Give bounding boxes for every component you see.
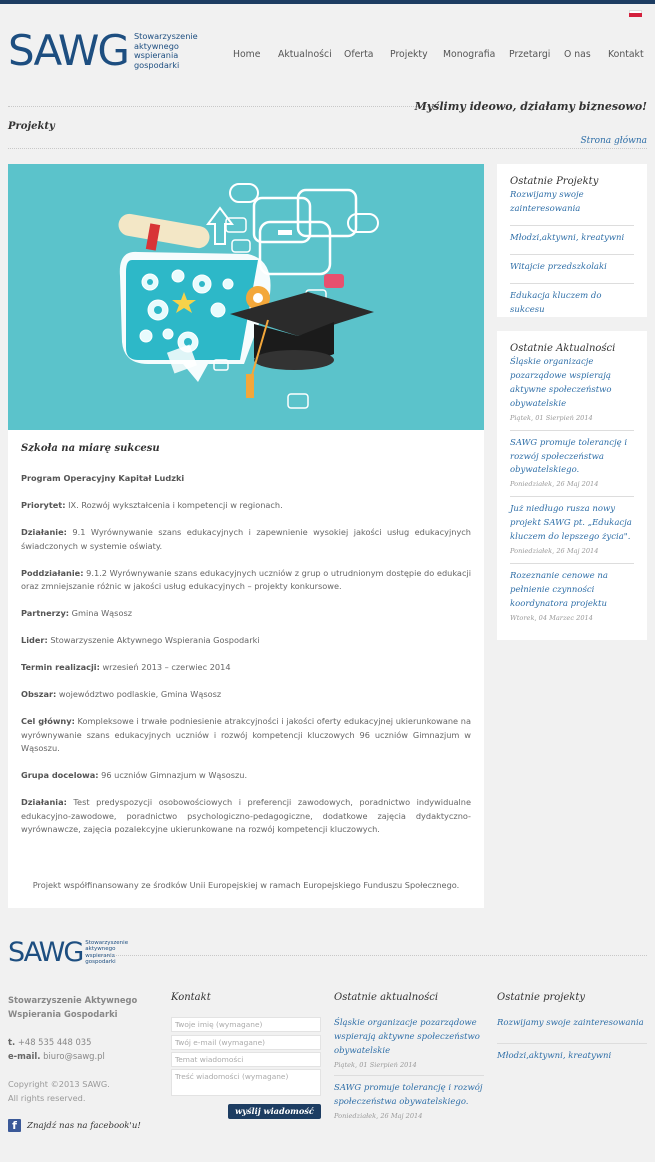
sidebar-project-item	[510, 189, 634, 226]
sidebar-project-item	[510, 226, 634, 255]
footer-project-link[interactable]: Rozwijamy swoje zainteresowania	[497, 1018, 644, 1028]
article-program: Program Operacyjny Kapitał Ludzki	[21, 473, 185, 483]
sidebar-news-date: Poniedziałek, 26 Maj 2014	[510, 480, 599, 489]
logo-text: Stowarzyszenie aktywnego wspierania gospodarki	[133, 31, 198, 70]
sidebar-news-date: Wtorek, 04 Marzec 2014	[510, 613, 593, 622]
footer-logo[interactable]	[8, 939, 128, 966]
sidebar-project-link[interactable]: Witajcie przedszkolaki	[510, 261, 607, 272]
sidebar-news-link[interactable]: Śląskie organizacje pozarządowe wspierają aktywne społeczeństwo obywatelskie	[510, 357, 612, 409]
page-title: Projekty	[8, 121, 55, 132]
sidebar-news-date: Poniedziałek, 26 Maj 2014	[510, 547, 599, 556]
footer-projects-title: Ostatnie projekty	[497, 992, 586, 1003]
field-priorytet: Priorytet: IX. Rozwój wykształcenia i kompetencji w regionach.	[21, 499, 283, 510]
footer-news-item	[334, 1076, 484, 1128]
sidebar-news-widget	[497, 331, 647, 640]
field-partnerzy: Partnerzy: Gmina Wąsosz	[21, 608, 133, 619]
polish-flag-icon[interactable]	[629, 10, 642, 17]
footer-news-link[interactable]: Śląskie organizacje pozarządowe wspierają aktywne społeczeństwo obywatelskie	[334, 1018, 480, 1056]
footer-email[interactable]: e-mail. biuro@sawg.pl	[8, 1051, 105, 1061]
footer-phone: t. +48 535 448 035	[8, 1037, 92, 1047]
send-message-button[interactable]: wyślij wiadomość	[228, 1104, 321, 1119]
logo-mark: SAWG	[8, 26, 128, 75]
nav-kontakt[interactable]: Kontakt	[608, 49, 644, 60]
sidebar-news-link[interactable]: SAWG promuje tolerancję i rozwój społeczeństwa obywatelskiego.	[510, 437, 628, 476]
home-breadcrumb-link[interactable]: Strona główna	[580, 136, 647, 146]
sidebar-news-link[interactable]: Rozeznanie cenowe na pełnienie czynności koordynatora projektu	[510, 571, 608, 609]
sidebar-project-link[interactable]: Młodzi,aktywni, kreatywni	[510, 232, 625, 243]
footer-news-item	[334, 1017, 484, 1076]
sidebar-news-item	[510, 431, 634, 498]
nav-przetargi[interactable]: Przetargi	[509, 49, 551, 60]
main-nav	[0, 49, 655, 63]
footer-divider	[100, 955, 647, 956]
article-card	[8, 164, 484, 908]
footer-contact-info	[8, 1035, 105, 1063]
facebook-link[interactable]	[8, 1119, 141, 1132]
sidebar-news-item	[510, 497, 634, 564]
footer-project-item	[497, 1044, 647, 1072]
field-cel: Cel główny: Kompleksowe i trwałe podniesienie atrakcyjności i jakości oferty edukacyjnej ukierunkowane na wyrównywanie szans edukacyjnych uczniów i rozwój kompetencji kluczowych 96 uczniów Gimnazjum w Wąsoszu.	[21, 716, 471, 754]
field-dzialanie: Działanie: 9.1 Wyrównywanie szans edukacyjnych i zapewnienie wysokiej jakości usług edukacyjnych świadczonych w systemie oświaty.	[21, 526, 471, 551]
footer-news-link[interactable]: SAWG promuje tolerancję i rozwój społeczeństwa obywatelskiego.	[334, 1082, 483, 1107]
sidebar-news-item	[510, 564, 634, 630]
footer-logo-text: Stowarzyszenie aktywnego wspierania gospodarki	[85, 940, 129, 965]
field-obszar: Obszar: województwo podlaskie, Gmina Wąsosz	[21, 689, 222, 700]
footer-project-link[interactable]: Młodzi,aktywni, kreatywni	[497, 1050, 612, 1061]
field-poddzialanie: Poddziałanie: 9.1.2 Wyrównywanie szans edukacyjnych uczniów z grup o utrudnionym dostępie do edukacji oraz zmniejszanie różnic w jakości usług edukacyjnych – projekty konkursowe.	[21, 567, 471, 592]
nav-projekty[interactable]: Projekty	[390, 49, 428, 60]
footer-org-name: Stowarzyszenie Aktywnego Wspierania Gospodarki	[8, 995, 138, 1019]
footer-news-date: Poniedziałek, 26 Maj 2014	[334, 1111, 423, 1120]
slogan: Myślimy ideowo, działamy biznesowo!	[414, 100, 647, 113]
facebook-link-label: Znajdź nas na facebook'u!	[27, 1120, 141, 1131]
email-field[interactable]: Twój e-mail (wymagane)	[171, 1035, 321, 1050]
nav-oferta[interactable]: Oferta	[344, 49, 374, 60]
field-grupa: Grupa docelowa: 96 uczniów Gimnazjum w Wąsoszu.	[21, 770, 248, 781]
footer-logo-mark: SAWG	[8, 937, 83, 968]
footer-news-title: Ostatnie aktualności	[334, 992, 439, 1003]
eu-footnote: Projekt współfinansowany ze środków Unii Europejskiej w ramach Europejskiego Funduszu Społecznego.	[32, 880, 460, 890]
sidebar-news-item	[510, 356, 634, 431]
name-field[interactable]: Twoje imię (wymagane)	[171, 1017, 321, 1032]
nav-o-nas[interactable]: O nas	[564, 49, 591, 60]
field-dzialania: Działania: Test predyspozycji osobowościowych i preferencji zawodowych, poradnictwo indywidualne edukacyjno-zawodowe, poradnictwo psychologiczno-pedagogiczne, dodatkowe zajęcia dydaktyczno-wyrównawcze, zajęcia pozalekcyjne ukierunkowane na rozwój kompetencji kluczowych.	[21, 797, 471, 835]
title-divider	[8, 148, 647, 149]
sidebar-projects-title: Ostatnie Projekty	[510, 176, 599, 187]
footer-project-item	[497, 1017, 647, 1044]
facebook-icon: f	[8, 1119, 21, 1132]
field-termin: Termin realizacji: wrzesień 2013 – czerwiec 2014	[21, 662, 231, 673]
footer-news-list	[334, 1017, 484, 1128]
sidebar-news-date: Piątek, 01 Sierpień 2014	[510, 413, 593, 422]
footer-news-date: Piątek, 01 Sierpień 2014	[334, 1060, 417, 1069]
article-content	[8, 430, 484, 837]
subject-field[interactable]: Temat wiadomości	[171, 1052, 321, 1067]
sidebar-news-link[interactable]: Już niedługo rusza nowy projekt SAWG pt. „Edukacja kluczem do lepszego życia".	[510, 504, 632, 543]
article-title: Szkoła na miarę sukcesu	[21, 443, 160, 454]
sidebar-project-link[interactable]: Rozwijamy swoje zainteresowania	[510, 190, 584, 214]
footer-contact-title: Kontakt	[171, 992, 211, 1003]
footer-copyright: Copyright ©2013 SAWG. All rights reserved.	[8, 1079, 110, 1103]
header-divider	[8, 106, 440, 107]
top-accent-bar	[0, 0, 655, 4]
nav-monografia[interactable]: Monografia	[443, 49, 496, 60]
sidebar-news-title: Ostatnie Aktualności	[510, 343, 616, 354]
nav-home[interactable]: Home	[233, 49, 261, 60]
message-field[interactable]: Treść wiadomości (wymagane)	[171, 1069, 321, 1096]
nav-aktualnosci[interactable]: Aktualności	[278, 49, 332, 60]
sidebar-projects-widget	[497, 164, 647, 317]
hero-illustration	[8, 164, 484, 430]
sidebar-project-item	[510, 255, 634, 284]
sidebar-project-item	[510, 284, 634, 326]
field-lider: Lider: Stowarzyszenie Aktywnego Wspierania Gospodarki	[21, 635, 260, 646]
sidebar-project-link[interactable]: Edukacja kluczem do sukcesu	[510, 290, 602, 315]
footer-projects-list	[497, 1017, 647, 1072]
